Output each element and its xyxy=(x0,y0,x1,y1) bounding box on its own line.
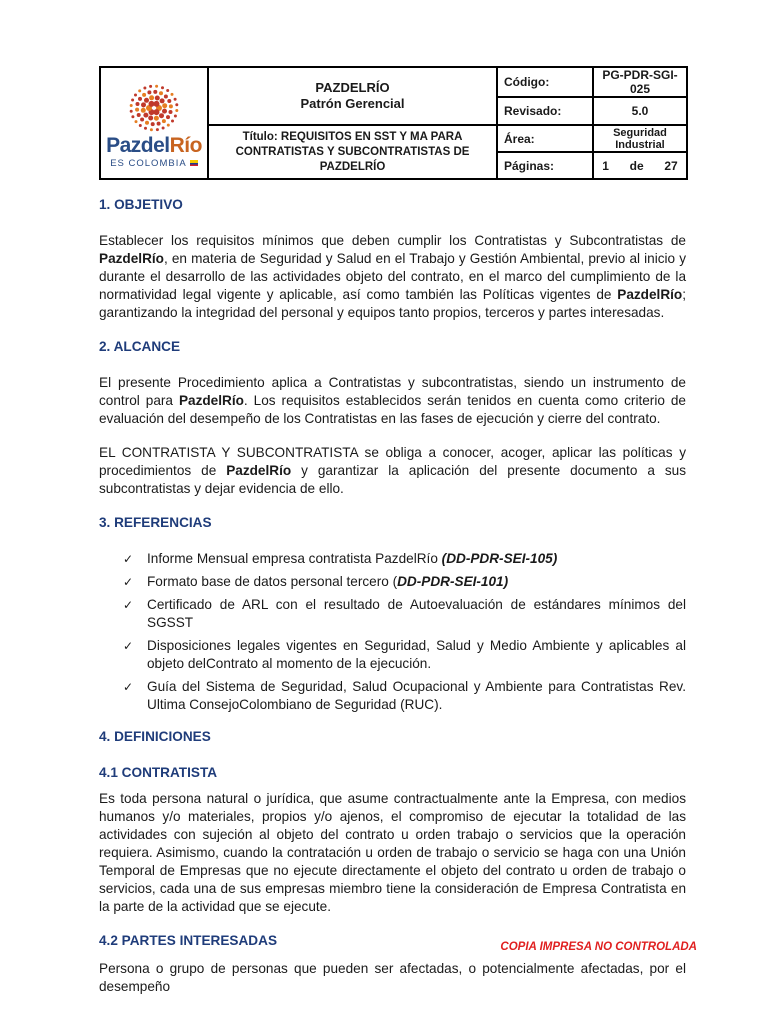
logo-wordmark: PazdelRío xyxy=(106,133,202,157)
logo-dot xyxy=(141,107,146,112)
logo-dot xyxy=(160,98,165,103)
logo-dot xyxy=(143,112,148,117)
section-alcance-text-1: El presente Procedimiento aplica a Contratistas y subcontratistas, siendo un instrumento de control para PazdelRío. Los requisitos establecidos serán tenidos en cuenta como criterio de evaluación del desempeño de los Contratistas en las fases de ejecución y cierre del contrato. xyxy=(99,375,686,426)
pages-label: Páginas: xyxy=(497,152,593,179)
list-item: ✓ Guía del Sistema de Seguridad, Salud Ocupacional y Ambiente para Contratistas Rev. Ultima ConsejoColombiano de Seguridad (RUC). xyxy=(123,679,686,712)
section-definiciones-title: 4. DEFINICIONES xyxy=(99,729,211,744)
checkmark-icon: ✓ xyxy=(123,552,134,566)
logo-dot xyxy=(148,115,153,120)
section-alcance-text-2: EL CONTRATISTA Y SUBCONTRATISTA se obliga a conocer, acoger, aplicar las políticas y procedimientos de PazdelRío y garantizar la aplicación del presente documento a sus subcontratistas y dejar evidencia de ello. xyxy=(99,445,686,496)
subject-line-1: Título: REQUISITOS EN SST Y MA PARA xyxy=(242,130,463,143)
header-title-cell xyxy=(208,67,497,125)
company-name: PAZDELRÍO xyxy=(315,80,390,95)
logo-dot xyxy=(164,94,168,98)
definicion-partes-text: Persona o grupo de personas que pueden ser afectadas, o potencialmente afectadas, por el desempeño xyxy=(99,961,686,994)
logo-dot xyxy=(167,123,170,126)
logo-dot xyxy=(166,115,170,119)
logo-dot xyxy=(140,117,144,121)
logo-dot xyxy=(171,119,174,122)
document-subject xyxy=(208,125,497,179)
document-body xyxy=(99,196,686,996)
logo-dot xyxy=(131,115,134,118)
logo-dot xyxy=(131,98,134,101)
logo-dot xyxy=(137,113,141,117)
section-objetivo-text: Establecer los requisitos mínimos que deben cumplir los Contratistas y Subcontratistas de PazdelRío, en materia de Seguridad y Salud en el Trabajo y Gestión Ambiental, previo al inicio y durante el desarrollo de las actividades objeto del contrato, en el marco del cumplimiento de la normatividad legal vigente y aplicable, así como también las Políticas vigentes de PazdelRío; garantizando la integridad del personal y equipos tanto propios, terceros y partes interesadas. xyxy=(99,233,686,320)
logo-dot xyxy=(167,99,171,103)
logo-dot xyxy=(166,89,169,92)
checkmark-icon: ✓ xyxy=(123,680,134,694)
logo-dot xyxy=(174,114,177,117)
logo-dot xyxy=(154,115,159,120)
list-item: ✓ Informe Mensual empresa contratista PazdelRío (DD-PDR-SEI-105) xyxy=(123,551,558,566)
logo-dot xyxy=(130,109,133,112)
code-label: Código: xyxy=(497,67,593,97)
logo-dot xyxy=(134,93,137,96)
logo-dot xyxy=(145,120,149,124)
logo-dot xyxy=(175,103,178,106)
logo-dot xyxy=(151,122,155,126)
logo-dot xyxy=(174,97,177,100)
logo-dot xyxy=(144,126,147,129)
pages-value xyxy=(593,152,687,179)
section-alcance-title: 2. ALCANCE xyxy=(99,339,181,354)
definicion-contratista-title: 4.1 CONTRATISTA xyxy=(99,765,218,780)
logo-dot xyxy=(159,91,163,95)
area-label: Área: xyxy=(497,125,593,152)
page-current: 1 xyxy=(602,158,609,173)
revised-label: Revisado: xyxy=(497,97,593,125)
logo-dot xyxy=(135,107,139,111)
section-referencias-title: 3. REFERENCIAS xyxy=(99,515,212,530)
logo-dot xyxy=(150,128,153,131)
checkmark-icon: ✓ xyxy=(123,575,134,589)
logo-dot xyxy=(162,103,167,108)
logo-tagline: ES COLOMBIA xyxy=(101,158,207,169)
logo-dot xyxy=(130,104,133,107)
logo-dot xyxy=(155,95,160,100)
logo-dot xyxy=(155,84,158,87)
logo-dot xyxy=(162,126,165,129)
logo-dots-icon xyxy=(119,84,189,132)
logo-dot xyxy=(157,121,161,125)
page-total: 27 xyxy=(664,158,678,173)
logo-dot xyxy=(136,102,140,106)
logo-dot xyxy=(141,102,146,107)
logo-dot xyxy=(143,86,146,89)
code-value: PG-PDR-SGI-025 xyxy=(593,67,687,97)
logo-dot xyxy=(175,109,178,112)
checkmark-icon: ✓ xyxy=(123,639,134,653)
logo-dot xyxy=(135,120,138,123)
logo-dot xyxy=(138,89,141,92)
definicion-partes-title: 4.2 PARTES INTERESADAS xyxy=(99,933,278,948)
logo-dot xyxy=(159,113,164,118)
logo-dot xyxy=(162,119,166,123)
logo-dot xyxy=(144,97,149,102)
logo-dot xyxy=(154,100,160,106)
colombia-flag-icon xyxy=(190,160,198,166)
revised-value: 5.0 xyxy=(593,97,687,125)
logo-dot xyxy=(147,90,151,94)
logo-dot xyxy=(162,108,167,113)
area-value: Seguridad Industrial xyxy=(593,125,687,152)
logo-dot xyxy=(171,92,174,95)
uncontrolled-copy-warning: COPIA IMPRESA NO CONTROLADA xyxy=(500,941,697,953)
logo-dot xyxy=(169,110,173,114)
document-header-table xyxy=(99,66,688,180)
logo-dot xyxy=(153,89,157,93)
list-item: ✓ Formato base de datos personal tercero (DD-PDR-SEI-101) xyxy=(123,574,509,589)
logo-dot xyxy=(169,104,173,108)
company-logo xyxy=(100,67,208,179)
logo-dot xyxy=(156,128,159,131)
checkmark-icon: ✓ xyxy=(123,598,134,612)
logo-dot xyxy=(149,95,154,100)
referencias-list xyxy=(99,550,686,714)
definicion-contratista-text: Es toda persona natural o jurídica, que asume contractualmente ante la Empresa, con medios humanos y/o materiales, propios y/o ajenos, el compromiso de ejecutar la totalidad de las actividades con sujeción al objeto del contrato u orden trabajo o servicios que la operación requiera. Asimismo, cuando la contratación u orden de trabajo o servicio se haga con una Unión Temporal de Empresas que no ejecute directamente el objeto del contrato u orden de trabajo o servicios, cada una de sus empresas miembro tiene la consideración de Empresa Contratista en la parte de la actividad que se ejecute. xyxy=(99,791,686,914)
logo-dot xyxy=(138,96,142,100)
logo-dot xyxy=(139,124,142,127)
logo-dot xyxy=(142,92,146,96)
subject-line-2: CONTRATISTAS Y SUBCONTRATISTAS DE PAZDELRÍO xyxy=(235,145,470,173)
logo-dot xyxy=(149,84,152,87)
logo-dot xyxy=(161,86,164,89)
section-objetivo-title: 1. OBJETIVO xyxy=(99,197,183,212)
list-item: ✓ Disposiciones legales vigentes en Seguridad, Salud y Medio Ambiente y aplicables al objeto delContrato al momento de la ejecución. xyxy=(123,638,686,671)
document-type: Patrón Gerencial xyxy=(300,96,405,111)
page-of: de xyxy=(629,158,644,173)
list-item: ✓ Certificado de ARL con el resultado de Autoevaluación de estándares mínimos del SGSST xyxy=(123,597,686,630)
